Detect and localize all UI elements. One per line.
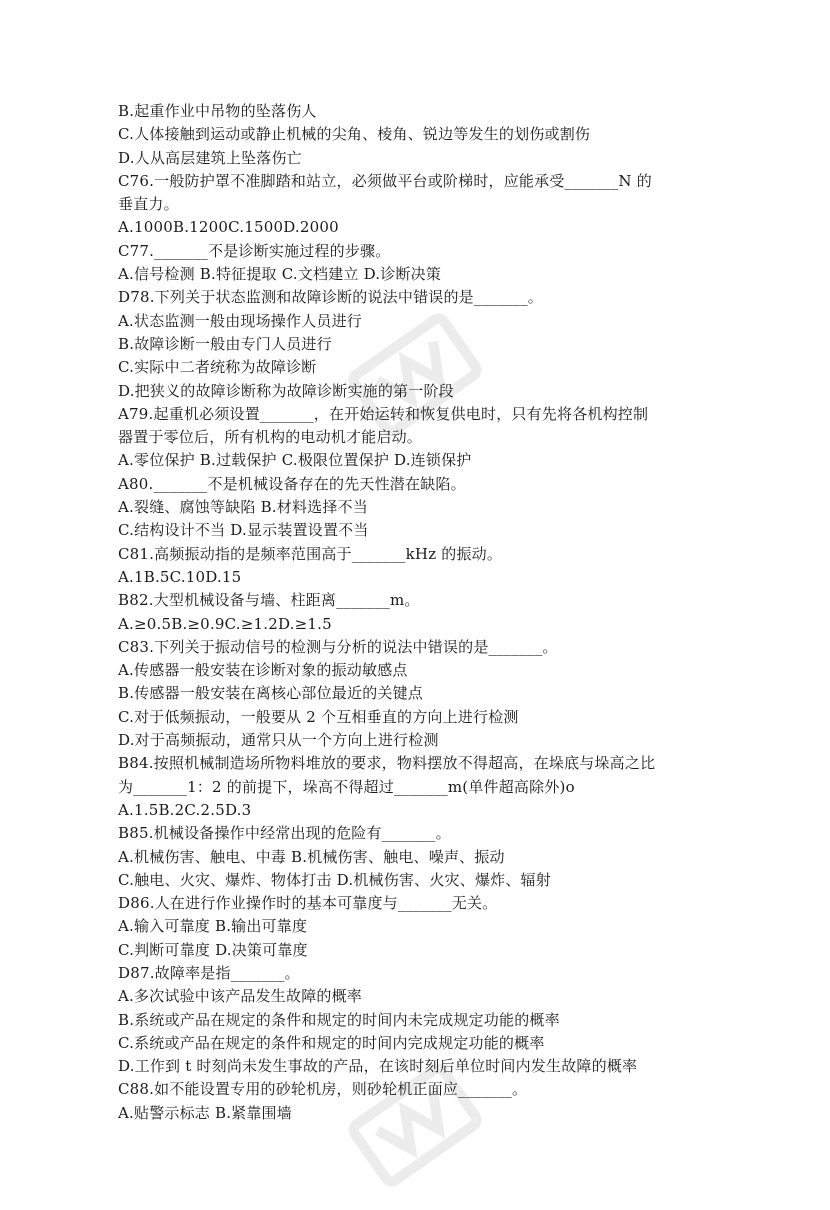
options-line: A.输入可靠度 B.输出可靠度 [118,917,308,936]
question-line: A80._______不是机械设备存在的先天性潜在缺陷。 [118,474,466,493]
options-line: C.对于低频振动，一般要从 2 个互相垂直的方向上进行检测 [118,707,519,726]
text-line: 为_______1：2 的前提下，垛高不得超过_______m(单件超高除外)o [118,777,575,796]
options-line: B.系统或产品在规定的条件和规定的时间内未完成规定功能的概率 [118,1010,560,1029]
question-line: C77._______不是诊断实施过程的步骤。 [118,241,391,260]
text-line: D.人从高层建筑上坠落伤亡 [118,148,302,167]
options-line: A.1.5B.2C.2.5D.3 [118,800,252,819]
options-line: A.多次试验中该产品发生故障的概率 [118,987,363,1006]
options-line: A.零位保护 B.过载保护 C.极限位置保护 D.连锁保护 [118,451,472,470]
options-line: C.系统或产品在规定的条件和规定的时间内完成规定功能的概率 [118,1033,545,1052]
options-line: A.裂缝、腐蚀等缺陷 B.材料选择不当 [118,498,368,517]
question-line: C83.下列关于振动信号的检测与分析的说法中错误的是_______。 [118,637,558,656]
document-body [118,100,718,1125]
question-line: B84.按照机械制造场所物料堆放的要求，物料摆放不得超高，在垛底与垛高之比 [118,754,656,773]
question-line: D78.下列关于状态监测和故障诊断的说法中错误的是_______。 [118,288,543,307]
question-line: D86.人在进行作业操作时的基本可靠度与_______无关。 [118,894,498,913]
question-line: C81.高频振动指的是频率范围高于_______kHz 的振动。 [118,544,503,563]
options-line: A.状态监测一般由现场操作人员进行 [118,311,363,330]
options-line: C.结构设计不当 D.显示装置设置不当 [118,521,369,540]
text-line: B.起重作业中吊物的坠落伤人 [118,102,317,120]
options-line: C.触电、火灾、爆炸、物体打击 D.机械伤害、火灾、爆炸、辐射 [118,870,551,889]
text-line: 垂直力。 [118,195,179,214]
options-line: A.传感器一般安装在诊断对象的振动敏感点 [118,661,408,680]
options-line: C.实际中二者统称为故障诊断 [118,358,317,377]
options-line: A.机械伤害、触电、中毒 B.机械伤害、触电、噪声、振动 [118,847,505,866]
question-line: C88.如不能设置专用的砂轮机房，则砂轮机正面应_______。 [118,1080,528,1099]
options-line: C.判断可靠度 D.决策可靠度 [118,940,308,959]
text-line: C.人体接触到运动或静止机械的尖角、棱角、锐边等发生的划伤或割伤 [118,125,591,144]
text-line: 器置于零位后，所有机构的电动机才能启动。 [118,428,423,447]
options-line: D.对于高频振动，通常只从一个方向上进行检测 [118,731,439,750]
question-line: A79.起重机必须设置_______，在开始运转和恢复供电时，只有先将各机构控制 [118,404,649,423]
question-line: C76.一般防护罩不准脚踏和站立，必须做平台或阶梯时，应能承受_______N 的 [118,171,652,190]
options-line: A.信号检测 B.特征提取 C.文档建立 D.诊断决策 [118,265,442,284]
options-line: D.工作到 t 时刻尚未发生事故的产品，在该时刻后单位时间内发生故障的概率 [118,1057,638,1076]
question-line: B85.机械设备操作中经常出现的危险有_______。 [118,824,451,843]
options-line: B.传感器一般安装在离核心部位最近的关键点 [118,684,423,703]
options-line: A.1000B.1200C.1500D.2000 [118,218,339,237]
options-line: A.贴警示标志 B.紧靠围墙 [118,1103,292,1122]
question-line: D87.故障率是指_______。 [118,963,300,982]
options-line: A.≥0.5B.≥0.9C.≥1.2D.≥1.5 [118,614,332,633]
options-line: A.1B.5C.10D.15 [118,567,242,586]
options-line: D.把狭义的故障诊断称为故障诊断实施的第一阶段 [118,381,454,400]
question-line: B82.大型机械设备与墙、柱距离_______m。 [118,591,420,610]
options-line: B.故障诊断一般由专门人员进行 [118,334,332,353]
